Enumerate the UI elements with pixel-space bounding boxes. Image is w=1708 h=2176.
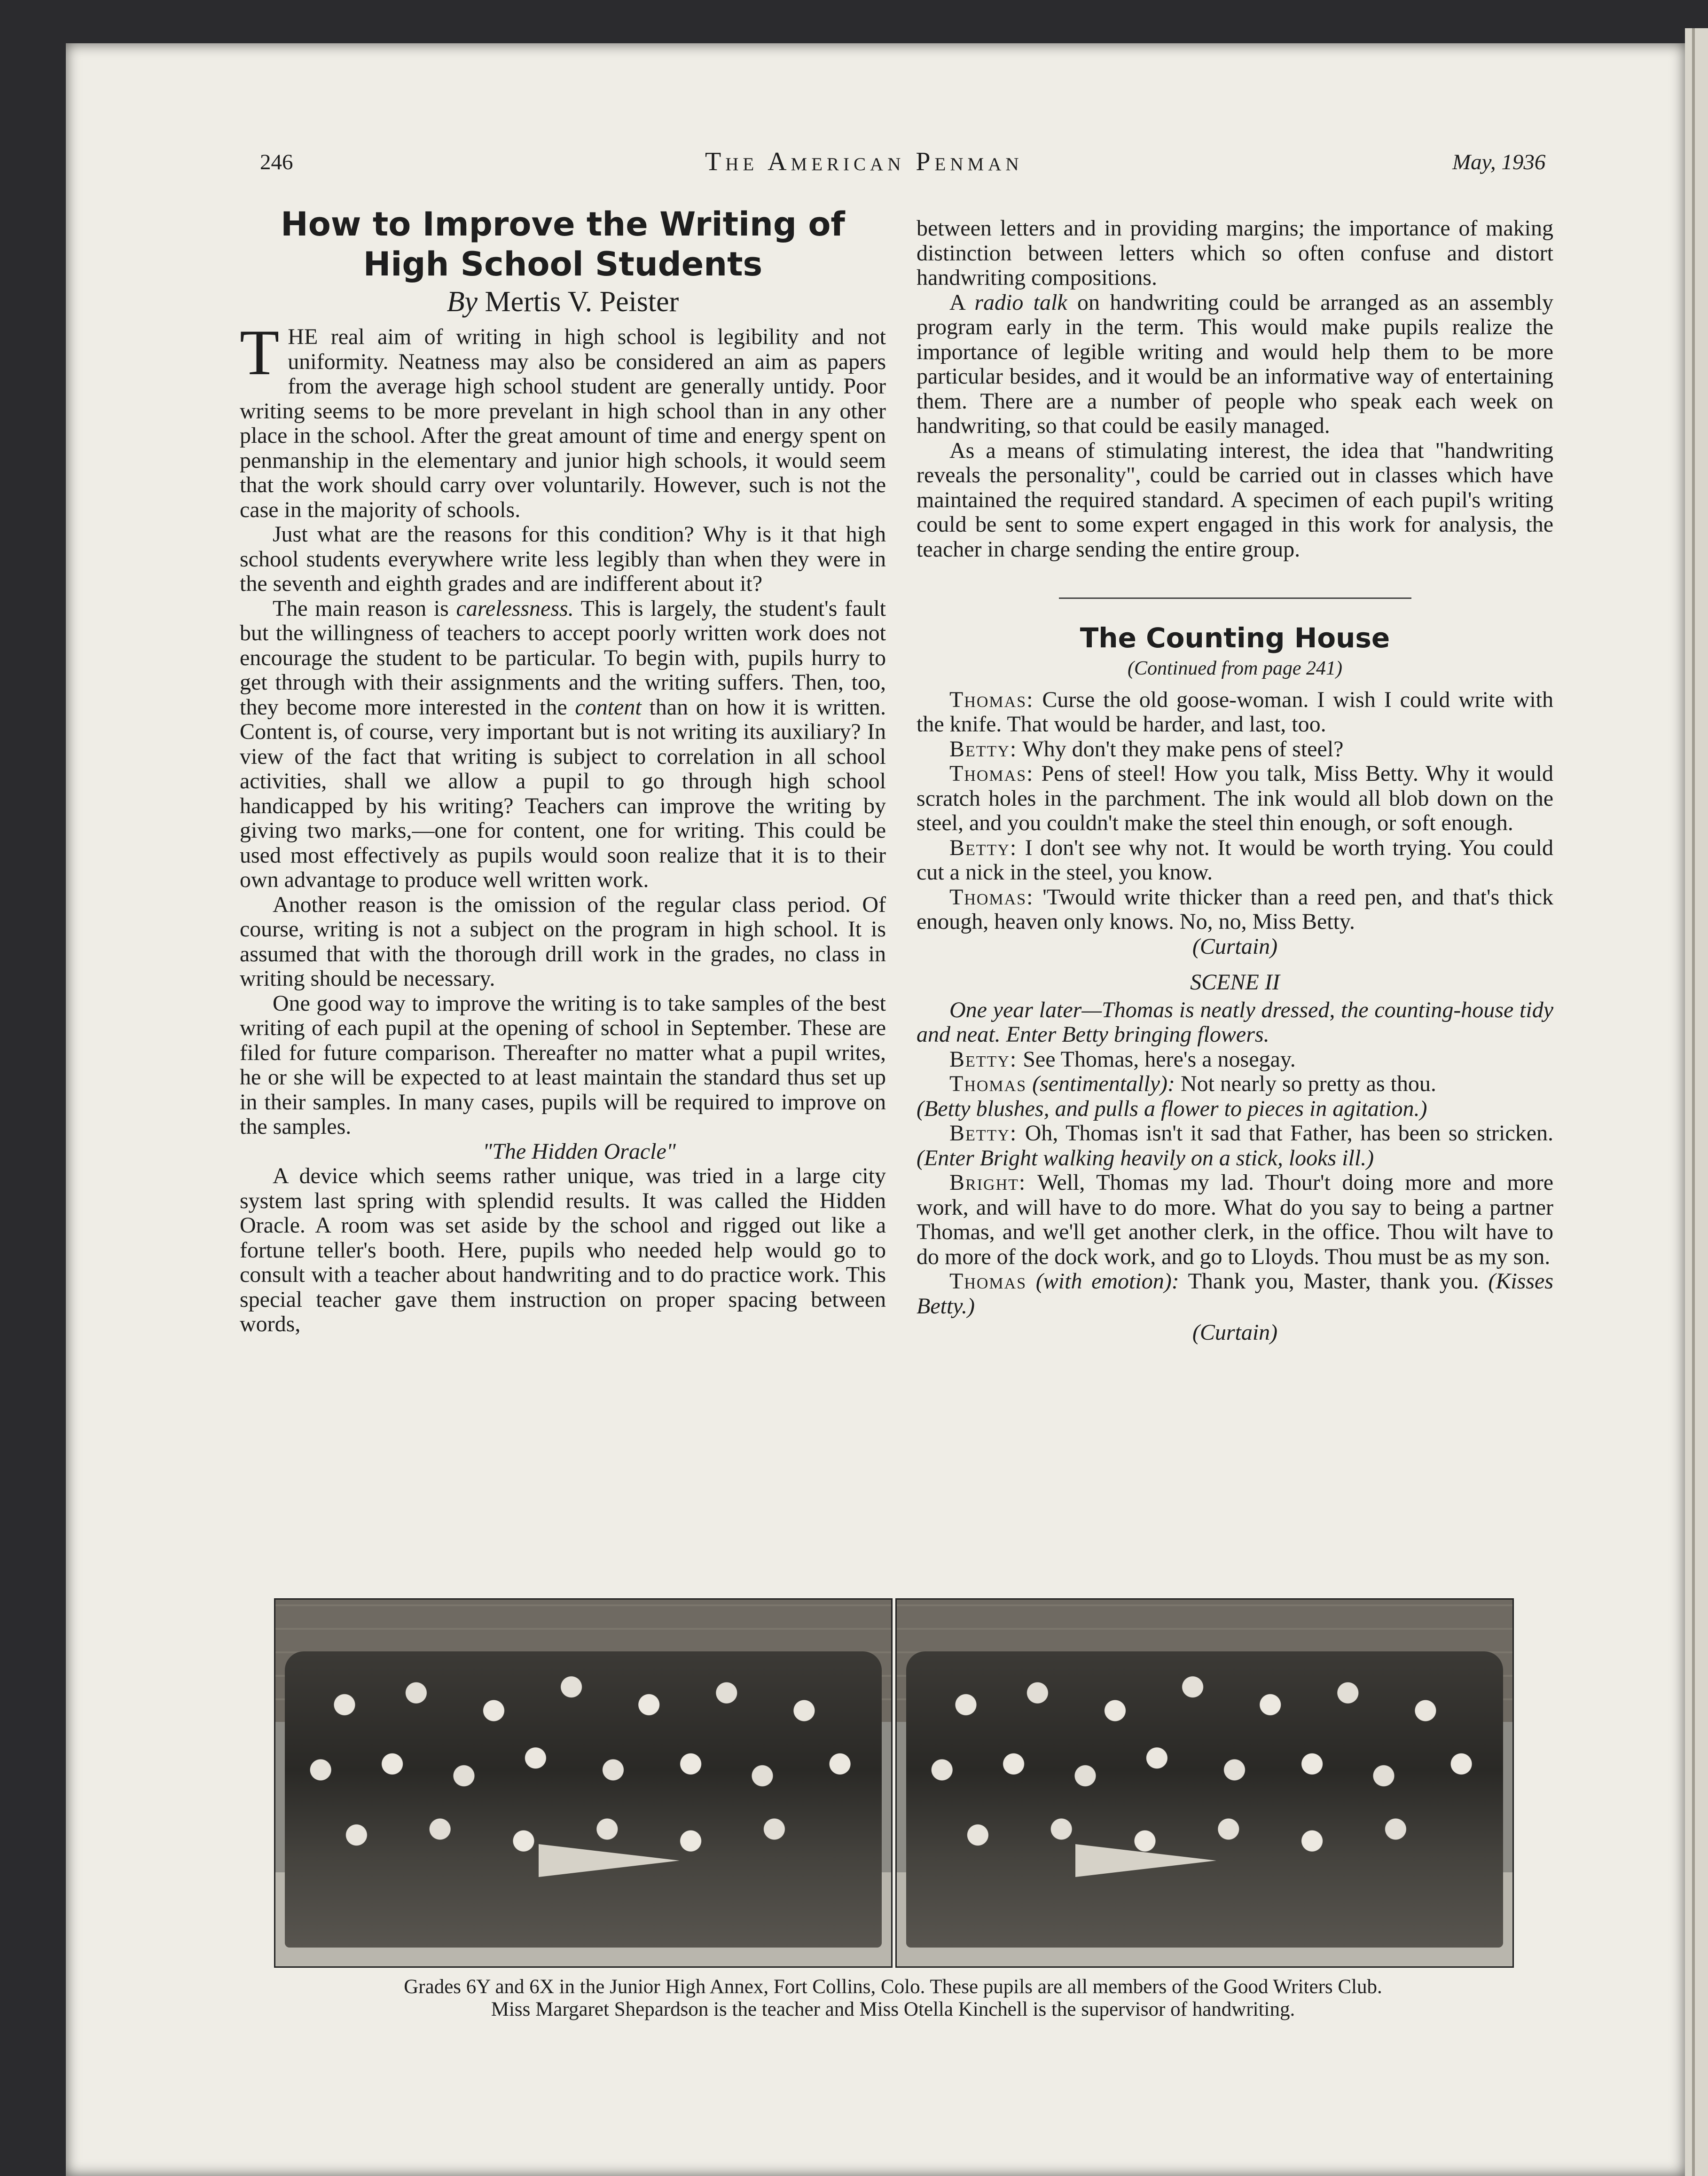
dialogue-text: Curse the old goose-woman. I wish I could write with the knife. That would be harder, and last, too. — [917, 687, 1553, 737]
speaker: Bright: — [949, 1170, 1026, 1195]
dialogue-line — [917, 1072, 1553, 1097]
paragraph-personality: As a means of stimulating interest, the idea that "handwriting reveals the personality", could be carried out in classes which have maintained the required standard. A specimen of each pupil's writing could be sent to some expert engaged in this work for analysis, the teacher in charge sending the entire group. — [917, 438, 1553, 562]
dialogue-line — [917, 737, 1553, 762]
dialogue-text: Thank you, Master, thank you. — [1179, 1269, 1489, 1294]
dialogue-text: See Thomas, here's a nosegay. — [1017, 1046, 1296, 1072]
speaker: Thomas — [949, 1071, 1027, 1096]
dialogue-line — [917, 836, 1553, 885]
curtain-1: (Curtain) — [1192, 934, 1278, 959]
paragraph-3 — [240, 597, 886, 893]
dialogue-text: Oh, Thomas isn't it sad that Father, has been so stricken. — [1017, 1121, 1553, 1146]
speaker: Betty: — [949, 1046, 1018, 1072]
stage-direction-text: (Betty blushes, and pulls a flower to pieces in agitation.) — [917, 1096, 1427, 1121]
page-spine-shadow — [1692, 28, 1695, 2176]
class-photo-6x — [895, 1598, 1514, 1968]
paragraph-2: Just what are the reasons for this condition? Why is it that high school students everywhere write less legibly than when they were in the seventh and eighth grades and are indifferent about it? — [240, 522, 886, 596]
paragraph-5: One good way to improve the writing is to take samples of the best writing of each pupil at the opening of school in September. These are filed for future comparison. Thereafter no matter what a pupil writes, he or she will be expected to at least maintain the standard thus set up in their samples. In many cases, pupils will be required to improve on the samples. — [240, 990, 886, 1139]
issue-date: May, 1936 — [1452, 150, 1546, 174]
page-spine — [1685, 28, 1708, 2176]
radio-talk-emphasis: radio talk — [974, 290, 1067, 315]
paragraph-4: Another reason is the omission of the regular class period. Of course, writing is not a subject on the program in high school. It is assumed that with the thorough drill work in the grades, no class in writing should be necessary. — [240, 892, 886, 991]
speaker: Thomas: — [949, 687, 1034, 712]
photo-caption — [263, 1976, 1523, 2021]
paragraph-3-emphasis-2: content — [575, 694, 642, 720]
speaker: Betty: — [949, 736, 1018, 762]
dialogue-text: 'Twould write thicker than a reed pen, and that's thick enough, heaven only knows. No, no, Miss Betty. — [917, 884, 1553, 934]
page-number: 246 — [260, 150, 293, 174]
radio-talk-b: on handwriting could be arranged as an assembly program early in the term. This would make pupils realize the importance of legible writing and would help them to be more particular besides, and it would be an informative way of entertaining them. There are a number of people who speak each week on handwriting, so that could be easily managed. — [917, 290, 1554, 438]
paragraph-6: A device which seems rather unique, was tried in a large city system last spring with splendid results. It was called the Hidden Oracle. A room was set aside by the school and rigged out like a fortune teller's booth. Here, pupils who needed help would go to consult with a teacher about handwriting and to do practice work. This special teacher gave them instruction on proper spacing between words, — [240, 1163, 886, 1336]
scene-heading: SCENE II — [1190, 970, 1280, 995]
article-title-line-1: How to Improve the Writing of — [281, 205, 845, 244]
dialogue-text: Well, Thomas my lad. Thour't doing more and more work, and will have to do more. What do you say to being a partner Thomas, and we'll get another clerk, in the office. Thou wilt have to do more of the dock work, and go to Lloyds. Thou must be as my son. — [917, 1170, 1553, 1269]
paragraph-3-emphasis-1: carelessness. — [456, 596, 574, 621]
left-column — [240, 204, 886, 1337]
curtain-2: (Curtain) — [1192, 1320, 1278, 1345]
paragraph-1-text: HE real aim of writing in high school is legibility and not uniformity. Neatness may also be considered an aim as papers from the average high school student are generally untidy. Poor writing seems to be more prevelant in high school than in any other place in the school. After the great amount of time and energy spent on penmanship in the elementary and junior high schools, it would seem that the work should carry over voluntarily. However, such is not the case in the majority of schools. — [240, 324, 886, 522]
dialogue-text: Not nearly so pretty as thou. — [1175, 1071, 1436, 1096]
section-divider — [1059, 597, 1411, 599]
drop-cap: T — [240, 316, 280, 388]
dialogue-line — [917, 762, 1553, 836]
student-group — [906, 1651, 1503, 1948]
dialogue-text: Why don't they make pens of steel? — [1017, 736, 1344, 762]
dialogue-text: Pens of steel! How you talk, Miss Betty. Why it would scratch holes in the parchment. The ink would all blob down on the steel, and you couldn't make the steel thin enough, or soft enough. — [917, 761, 1553, 835]
byline-by: By — [447, 286, 478, 318]
stage-direction — [917, 998, 1553, 1047]
dialogue-line — [917, 688, 1553, 737]
stage-direction-text: (sentimentally): — [1026, 1071, 1175, 1096]
paragraph-3-a: The main reason is — [273, 596, 456, 621]
stage-direction — [917, 1097, 1553, 1122]
dialogue-line — [917, 1170, 1553, 1269]
stage-direction-text: (Enter Bright walking heavily on a stick, looks ill.) — [917, 1145, 1374, 1170]
paragraph-radio-talk — [917, 291, 1553, 439]
right-column — [917, 216, 1553, 1345]
speaker: Betty: — [949, 835, 1018, 860]
speaker: Thomas — [949, 1269, 1027, 1294]
section-subhead: "The Hidden Oracle" — [483, 1139, 676, 1164]
speaker: Thomas: — [949, 884, 1034, 910]
continued-note: (Continued from page 241) — [1128, 658, 1342, 679]
paragraph-1 — [240, 316, 886, 522]
caption-line-2: Miss Margaret Shepardson is the teacher and Miss Otella Kinchell is the supervisor of handwriting. — [491, 1998, 1295, 2020]
radio-talk-a: A — [949, 290, 975, 315]
byline — [240, 285, 886, 318]
dialogue-text: I don't see why not. It would be worth trying. You could cut a nick in the steel, you know. — [917, 835, 1553, 885]
speaker: Betty: — [949, 1121, 1018, 1146]
play-title: The Counting House — [1080, 622, 1390, 654]
class-photo-6y — [274, 1598, 893, 1968]
paragraph-3-c: than on how it is written. Content is, of course, very important but is not writing its auxiliary? In view of the fact that writing is subject to correlation in all school activities, shall we allow a pupil to go through high school handicapped by his writing? Teachers can improve the writing by giving two marks,—one for content, one for writing. This could be used most effectively as pupils would soon realize that it is to their own advantage to produce well written work. — [240, 694, 886, 892]
speaker: Thomas: — [949, 761, 1034, 786]
paragraph-3-b: This is largely, the student's fault but the willingness of teachers to accept poorly written work does not encourage the student to be particular. To begin with, pupils hurry to get through with their assignments and the writing suffers. Then, too, they become more interested in the — [240, 596, 886, 720]
dialogue-line — [917, 1269, 1553, 1319]
stage-direction-text: (Kisses Betty.) — [917, 1269, 1554, 1319]
article-title-line-2: High School Students — [363, 245, 763, 283]
author-name: Mertis V. Peister — [485, 286, 679, 318]
caption-line-1: Grades 6Y and 6X in the Junior High Annex, Fort Collins, Colo. These pupils are all members of the Good Writers Club. — [404, 1976, 1382, 1998]
running-title: The American Penman — [705, 147, 1023, 176]
dialogue-line — [917, 885, 1553, 935]
stage-direction-text: One year later—Thomas is neatly dressed, the counting-house tidy and neat. Enter Betty bringing flowers. — [917, 997, 1553, 1047]
paragraph-continued: between letters and in providing margins; the importance of making distinction between letters which so often confuse and distort handwriting compositions. — [917, 216, 1553, 290]
student-group — [285, 1651, 882, 1948]
dialogue-line — [917, 1121, 1553, 1170]
stage-direction-text: (with emotion): — [1026, 1269, 1179, 1294]
dialogue-line — [917, 1047, 1553, 1072]
